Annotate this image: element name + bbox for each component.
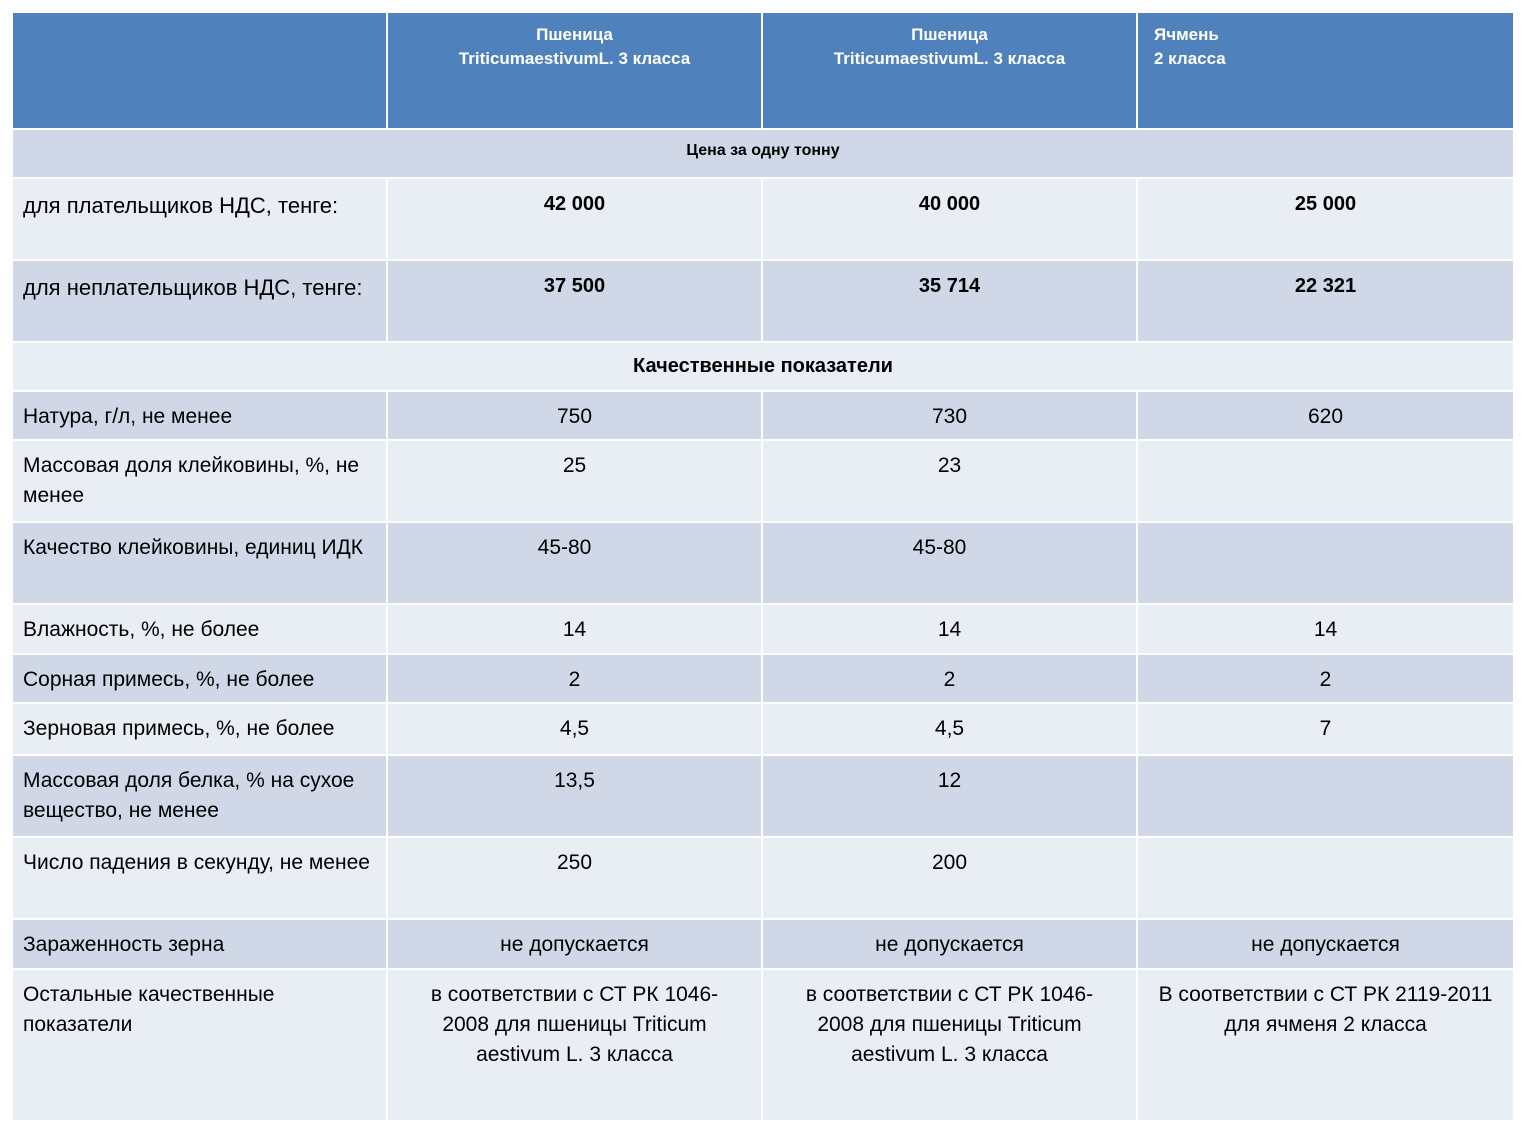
table-row [12,837,1514,919]
price-section-row [12,129,1514,178]
row-label: Зерновая примесь, %, не более [12,703,387,755]
price-value: 25 000 [1137,178,1514,260]
row-label: Массовая доля белка, % на сухое вещество, не менее [12,755,387,837]
row-label: Остальные качественные показатели [12,969,387,1121]
header-barley-class: 2 класса [1154,49,1226,68]
header-wheat-2-name: Пшеница [911,25,988,44]
value-cell: 23 [762,440,1137,522]
row-label: Качество клейковины, единиц ИДК [12,522,387,604]
price-value: 35 714 [762,260,1137,342]
value-cell: 13,5 [387,755,762,837]
value-text: 45-80 [537,536,592,559]
value-cell: 4,5 [762,703,1137,755]
table-row [12,522,1514,604]
value-cell: 14 [387,604,762,654]
value-cell: В соответствии с СТ РК 2119-2011 для ячменя 2 класса [1137,969,1514,1121]
row-label: для плательщиков НДС, тенге: [12,178,387,260]
table-row [12,755,1514,837]
value-cell [762,522,1137,604]
value-cell: не допускается [387,919,762,969]
row-label: Влажность, %, не более [12,604,387,654]
value-cell: 2 [387,654,762,703]
value-cell: 730 [762,391,1137,440]
value-cell: не допускается [762,919,1137,969]
row-label: Зараженность зерна [12,919,387,969]
value-cell: 4,5 [387,703,762,755]
price-value: 37 500 [387,260,762,342]
value-cell [1137,522,1514,604]
value-cell: 2 [1137,654,1514,703]
value-cell [1137,755,1514,837]
price-value: 42 000 [387,178,762,260]
value-cell: в соответствии с СТ РК 1046-2008 для пшеницы Triticum aestivum L. 3 класса [762,969,1137,1121]
header-barley [1137,12,1514,129]
header-wheat-1-variety: TriticumaestivumL. 3 класса [458,49,691,68]
price-value: 40 000 [762,178,1137,260]
table-row [12,440,1514,522]
value-cell [387,522,762,604]
value-cell: 750 [387,391,762,440]
table-row [12,969,1514,1121]
header-wheat-2 [762,12,1137,129]
value-cell: 250 [387,837,762,919]
grain-quality-table [11,11,1515,1122]
value-cell: 7 [1137,703,1514,755]
value-cell: 620 [1137,391,1514,440]
table-row [12,391,1514,440]
table-row [12,260,1514,342]
value-text: 45-80 [912,536,967,559]
header-wheat-2-variety: TriticumaestivumL. 3 класса [833,49,1066,68]
quality-section-title: Качественные показатели [12,342,1514,391]
row-label: Число падения в секунду, не менее [12,837,387,919]
header-wheat-1-name: Пшеница [536,25,613,44]
row-label: для неплательщиков НДС, тенге: [12,260,387,342]
value-cell: 2 [762,654,1137,703]
table-row [12,919,1514,969]
quality-section-row [12,342,1514,391]
value-cell: 200 [762,837,1137,919]
table-row [12,178,1514,260]
table-row [12,604,1514,654]
header-barley-name: Ячмень [1154,25,1219,44]
value-cell: 14 [762,604,1137,654]
price-value: 22 321 [1137,260,1514,342]
value-cell: 14 [1137,604,1514,654]
price-section-title: Цена за одну тонну [12,129,1514,178]
header-row [12,12,1514,129]
value-cell [1137,837,1514,919]
value-cell: в соответствии с СТ РК 1046-2008 для пшеницы Triticum aestivum L. 3 класса [387,969,762,1121]
row-label: Массовая доля клейковины, %, не менее [12,440,387,522]
value-cell: 25 [387,440,762,522]
value-cell [1137,440,1514,522]
value-cell: не допускается [1137,919,1514,969]
row-label: Натура, г/л, не менее [12,391,387,440]
value-cell: 12 [762,755,1137,837]
header-wheat-1 [387,12,762,129]
row-label: Сорная примесь, %, не более [12,654,387,703]
header-empty-cell [12,12,387,129]
table-row [12,703,1514,755]
table-row [12,654,1514,703]
